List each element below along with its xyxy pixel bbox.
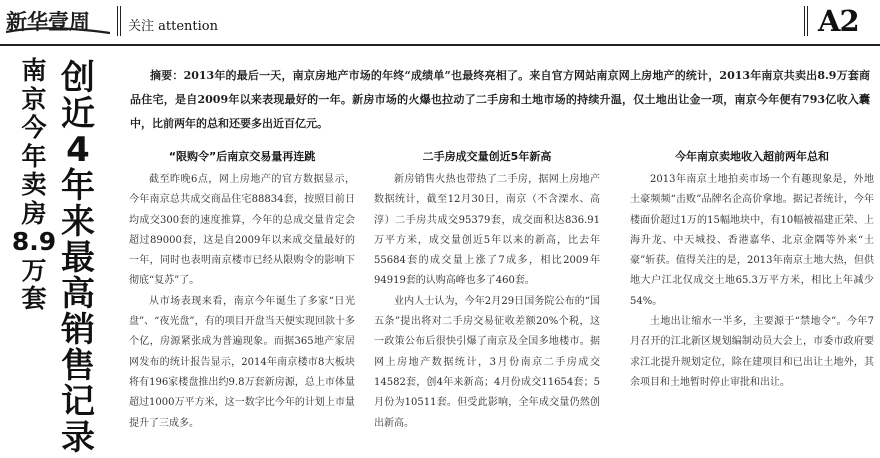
article-column-2 [374, 146, 600, 434]
title-char: 年 [61, 166, 95, 206]
column-paragraph: 新房销售火热也带热了二手房，据网上房地产数据统计，截至12月30日，南京（不含溧水、高淳）二手房共成交95379套，成交面积达836.91万平方米，成交量创近5年以来的新高，比去年55684套的成交量上涨了7成多，相比2009年94919套的认购高峰也多了460套。 [374, 174, 600, 287]
title-char: 来 [61, 202, 95, 242]
column-paragraph: 土地出让缩水一半多，主要源于“禁地令”。今年7月召开的江北新区规划编制动员大会上，市委市政府要求江北提升规划定位，除在建项目和已出让土地外，其余项目和土地暂时停止审批和出让。 [630, 316, 874, 388]
newspaper-logo [6, 6, 110, 36]
subtitle-char: 年 [21, 141, 47, 171]
subtitle-char: 8.9 [11, 227, 57, 256]
title-char: 售 [61, 346, 95, 386]
column-paragraph: 截至昨晚6点，网上房地产的官方数据显示，今年南京总共成交商品住宅88834套，按照目前日均成交300套的速度推算，今年的总成交量肯定会超过89000套，这是自2009年以来成交量最好的一年，同时也表明南京楼市已经从限购令的影响下彻底“复苏”了。 [129, 174, 355, 287]
page-number-divider [804, 6, 810, 36]
title-char: 高 [61, 274, 95, 314]
title-char: 4 [66, 130, 90, 170]
column-paragraph: 从市场表现来看，南京今年诞生了多家“日光盘”、“夜光盘”，有的项目开盘当天便实现回款十多个亿，房源紧张成为普遍现象。而据365地产家居网发布的统计报告显示，2014年南京楼市8大板块将有196家楼盘推出约9.8万套新房源，总上市体量超过1000万平方米，这一数字比今年的计划上市量提升了三成多。 [129, 295, 355, 429]
article-column-1 [129, 146, 355, 434]
subtitle-char: 南 [21, 56, 47, 85]
header-divider [117, 6, 123, 36]
subtitle-char: 万 [21, 255, 47, 285]
header-rule [0, 44, 880, 46]
subtitle-char: 套 [21, 284, 47, 313]
subtitle-char: 卖 [21, 170, 47, 199]
subtitle-char: 房 [21, 198, 47, 228]
title-char: 最 [61, 238, 95, 278]
subtitle-char: 今 [21, 113, 47, 142]
title-char: 销 [61, 310, 95, 350]
section-label: 关注 attention [128, 19, 218, 34]
abstract-text: 2013年的最后一天，南京房地产市场的年终“成绩单”也最终亮相了。来自官方网站南京网上房地产的统计，2013年南京共卖出8.9万套商品住宅，是自2009年以来表现最好的一年。新房市场的火爆也拉动了二手房和土地市场的持续升温，仅土地出让金一项，南京今年便有793亿收入囊中，比前两年的总和还要多出近百亿元。 [130, 69, 871, 130]
title-char: 录 [61, 418, 95, 458]
title-char: 近 [61, 94, 95, 134]
page-number: A2 [818, 4, 859, 38]
article-column-3 [630, 146, 874, 393]
column-paragraph: 业内人士认为，今年2月29日国务院公布的“国五条”提出将对二手房交易征收差额20%个税，这一政策公布后很快引爆了南京及全国多地楼市。据网上房地产数据统计，3月份南京二手房成交14582套，创4年来新高；4月份成交11654套；5月份为10511套。但受此影响，全年成交量仍然创出新高。 [374, 295, 600, 429]
column-heading: 二手房成交量创近5年新高 [422, 150, 552, 163]
article-abstract [130, 64, 870, 136]
subtitle-char: 京 [21, 84, 47, 114]
logo-text: 新华壹周 [6, 10, 90, 34]
logo-swoosh-icon [6, 26, 110, 36]
title-char: 记 [61, 382, 95, 422]
abstract-label: 摘要： [150, 69, 184, 82]
title-char: 创 [61, 58, 95, 98]
article-title [56, 60, 100, 456]
column-heading: 今年南京卖地收入超前两年总和 [675, 150, 829, 163]
page-header [0, 0, 880, 44]
article-subtitle [11, 56, 57, 314]
column-paragraph: 2013年南京土地拍卖市场一个有趣现象是，外地土豪频频“击败”品牌名企高价拿地。据记者统计，今年楼面价超过1万的15幅地块中，有10幅被福建正荣、上海升龙、中天城投、香港嘉华、北京金隅等外来“土豪”斩获。值得关注的是，2013年南京土地大热，但供地大户江北仅成交土地65.3万平方米，相比上年减少54%。 [630, 174, 874, 307]
column-heading: “限购令”后南京交易量再连跳 [168, 150, 316, 163]
